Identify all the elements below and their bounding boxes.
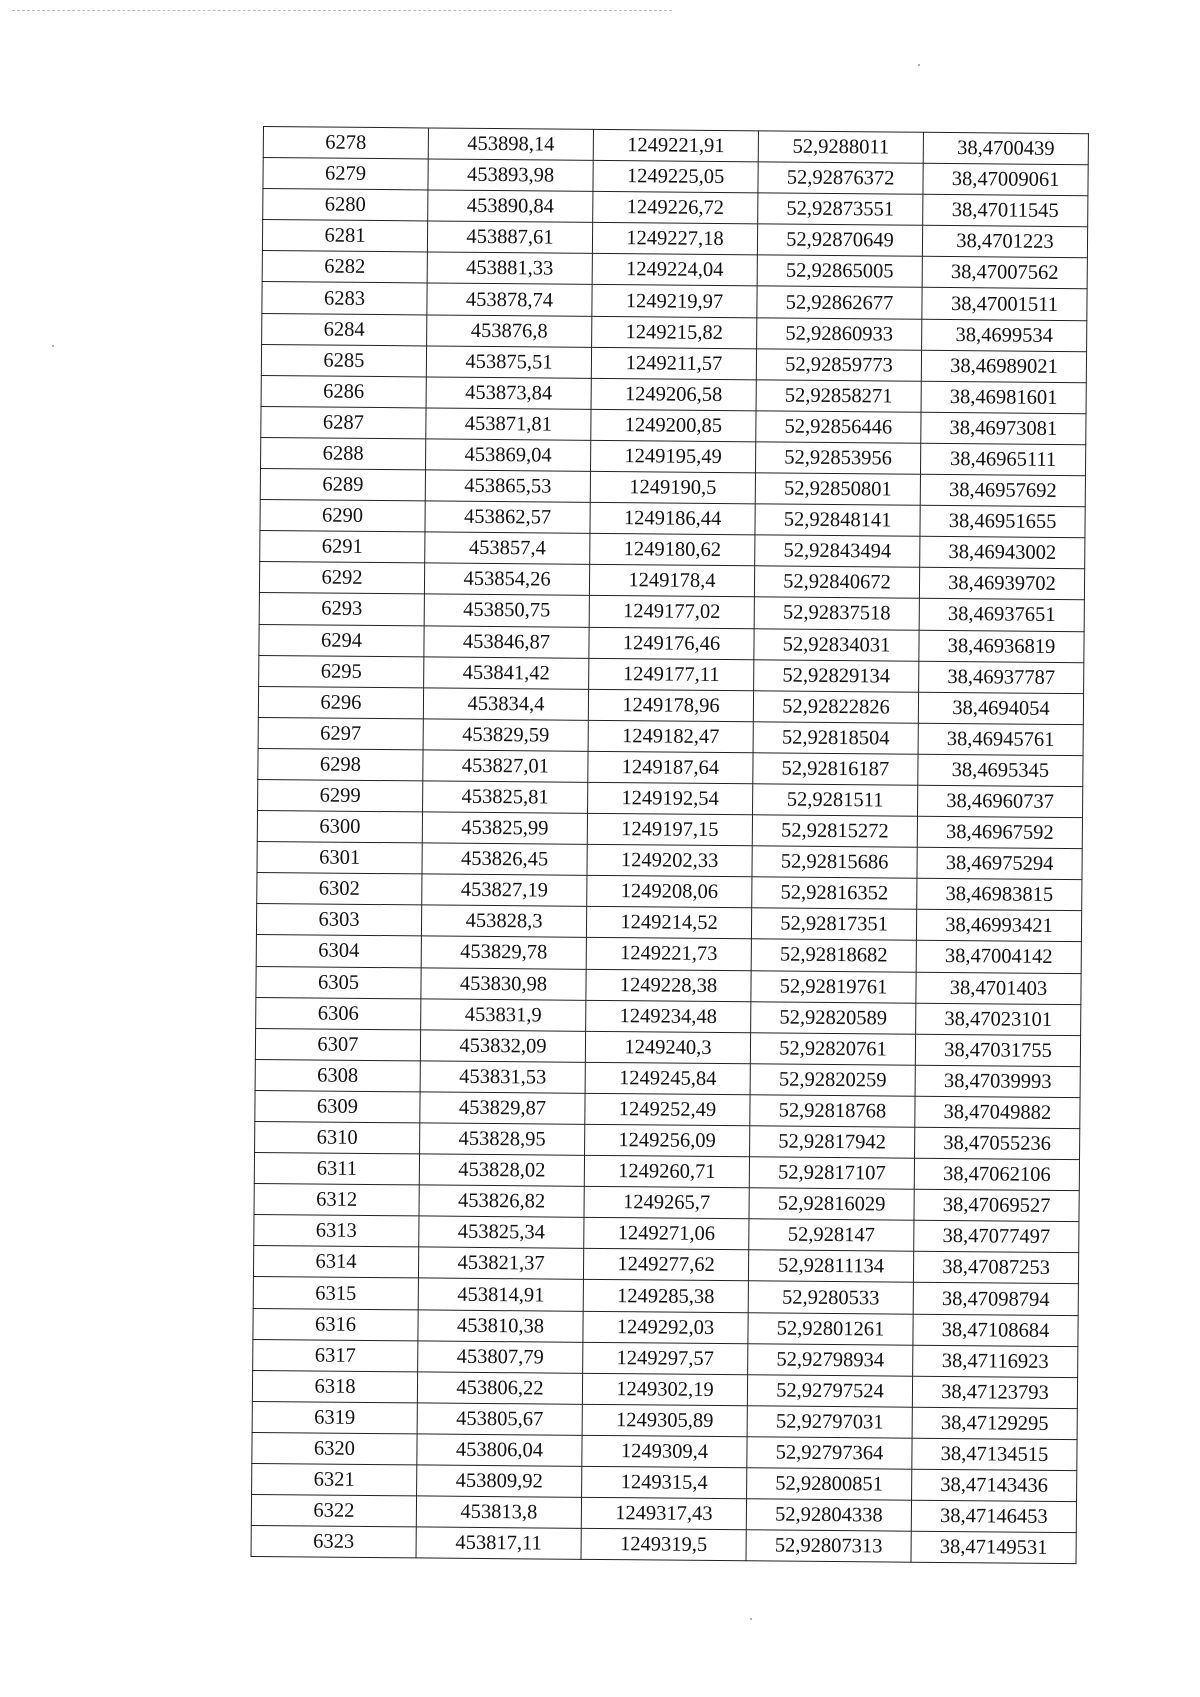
latitude-cell: 52,92858271 — [756, 380, 921, 413]
point-number-cell: 6317 — [253, 1339, 418, 1372]
latitude-cell: 52,92862677 — [757, 286, 922, 319]
y-coordinate-cell: 1249190,5 — [590, 471, 755, 504]
latitude-cell: 52,92800851 — [747, 1468, 912, 1501]
scan-speck — [750, 1618, 752, 1620]
longitude-cell: 38,47011545 — [923, 194, 1088, 227]
longitude-cell: 38,46945761 — [918, 723, 1083, 756]
latitude-cell: 52,92801261 — [748, 1312, 913, 1345]
y-coordinate-cell: 1249240,3 — [585, 1031, 750, 1064]
coordinates-table — [251, 126, 1089, 1564]
point-number-cell: 6286 — [261, 375, 426, 408]
latitude-cell: 52,92816187 — [753, 753, 918, 786]
y-coordinate-cell: 1249315,4 — [582, 1466, 747, 1499]
point-number-cell: 6287 — [261, 406, 426, 439]
x-coordinate-cell: 453846,87 — [424, 625, 589, 658]
y-coordinate-cell: 1249271,06 — [584, 1218, 749, 1251]
y-coordinate-cell: 1249228,38 — [586, 969, 751, 1002]
latitude-cell: 52,92804338 — [746, 1499, 911, 1532]
y-coordinate-cell: 1249245,84 — [585, 1062, 750, 1095]
latitude-cell: 52,92815272 — [752, 815, 917, 848]
x-coordinate-cell: 453862,57 — [425, 501, 590, 534]
point-number-cell: 6300 — [257, 811, 422, 844]
y-coordinate-cell: 1249180,62 — [590, 534, 755, 567]
longitude-cell: 38,4700439 — [923, 132, 1088, 165]
longitude-cell: 38,46981601 — [921, 381, 1086, 414]
y-coordinate-cell: 1249176,46 — [589, 627, 754, 660]
coordinates-table-body — [251, 127, 1088, 1564]
longitude-cell: 38,47031755 — [915, 1034, 1080, 1067]
x-coordinate-cell: 453813,8 — [416, 1496, 581, 1529]
y-coordinate-cell: 1249225,05 — [593, 160, 758, 193]
latitude-cell: 52,9280533 — [748, 1281, 913, 1314]
x-coordinate-cell: 453829,87 — [420, 1092, 585, 1125]
latitude-cell: 52,92853956 — [755, 442, 920, 475]
x-coordinate-cell: 453834,4 — [423, 688, 588, 721]
point-number-cell: 6303 — [256, 904, 421, 937]
x-coordinate-cell: 453825,81 — [423, 781, 588, 814]
longitude-cell: 38,47087253 — [913, 1252, 1078, 1285]
longitude-cell: 38,47039993 — [915, 1065, 1080, 1098]
point-number-cell: 6322 — [251, 1495, 416, 1528]
point-number-cell: 6301 — [257, 842, 422, 875]
point-number-cell: 6297 — [258, 717, 423, 750]
latitude-cell: 52,92820761 — [750, 1033, 915, 1066]
y-coordinate-cell: 1249177,02 — [589, 596, 754, 629]
point-number-cell: 6294 — [259, 624, 424, 657]
point-number-cell: 6288 — [261, 437, 426, 470]
x-coordinate-cell: 453829,59 — [423, 719, 588, 752]
x-coordinate-cell: 453831,53 — [420, 1061, 585, 1094]
x-coordinate-cell: 453857,4 — [425, 532, 590, 565]
latitude-cell: 52,92797364 — [747, 1437, 912, 1470]
y-coordinate-cell: 1249305,89 — [582, 1404, 747, 1437]
longitude-cell: 38,47009061 — [923, 163, 1088, 196]
y-coordinate-cell: 1249256,09 — [585, 1124, 750, 1157]
longitude-cell: 38,47098794 — [913, 1283, 1078, 1316]
coordinate-sheet — [251, 126, 1089, 1564]
longitude-cell: 38,46951655 — [920, 505, 1085, 538]
y-coordinate-cell: 1249178,4 — [589, 565, 754, 598]
latitude-cell: 52,92873551 — [758, 193, 923, 226]
point-number-cell: 6313 — [254, 1215, 419, 1248]
x-coordinate-cell: 453817,11 — [416, 1527, 581, 1560]
y-coordinate-cell: 1249211,57 — [591, 347, 756, 380]
table-row — [251, 1526, 1076, 1564]
scan-speck — [918, 64, 920, 66]
y-coordinate-cell: 1249206,58 — [591, 378, 756, 411]
y-coordinate-cell: 1249197,15 — [587, 813, 752, 846]
latitude-cell: 52,92829134 — [754, 659, 919, 692]
point-number-cell: 6308 — [255, 1059, 420, 1092]
latitude-cell: 52,92834031 — [754, 628, 919, 661]
latitude-cell: 52,92865005 — [757, 255, 922, 288]
point-number-cell: 6309 — [255, 1090, 420, 1123]
latitude-cell: 52,92837518 — [754, 597, 919, 630]
point-number-cell: 6291 — [260, 531, 425, 564]
x-coordinate-cell: 453830,98 — [421, 967, 586, 1000]
latitude-cell: 52,92818504 — [753, 722, 918, 755]
longitude-cell: 38,47077497 — [914, 1221, 1079, 1254]
x-coordinate-cell: 453828,3 — [421, 905, 586, 938]
x-coordinate-cell: 453841,42 — [424, 657, 589, 690]
y-coordinate-cell: 1249309,4 — [582, 1435, 747, 1468]
latitude-cell: 52,92870649 — [757, 224, 922, 257]
y-coordinate-cell: 1249234,48 — [586, 1000, 751, 1033]
point-number-cell: 6321 — [252, 1463, 417, 1496]
x-coordinate-cell: 453810,38 — [418, 1309, 583, 1342]
point-number-cell: 6304 — [256, 935, 421, 968]
x-coordinate-cell: 453890,84 — [428, 190, 593, 223]
y-coordinate-cell: 1249221,73 — [586, 938, 751, 971]
x-coordinate-cell: 453806,22 — [417, 1372, 582, 1405]
point-number-cell: 6283 — [262, 282, 427, 315]
y-coordinate-cell: 1249182,47 — [588, 720, 753, 753]
latitude-cell: 52,9281511 — [753, 784, 918, 817]
point-number-cell: 6312 — [254, 1184, 419, 1217]
longitude-cell: 38,47023101 — [916, 1003, 1081, 1036]
y-coordinate-cell: 1249277,62 — [583, 1249, 748, 1282]
longitude-cell: 38,47149531 — [911, 1531, 1076, 1564]
x-coordinate-cell: 453869,04 — [426, 439, 591, 472]
top-scan-rule — [12, 10, 672, 11]
x-coordinate-cell: 453825,34 — [419, 1216, 584, 1249]
latitude-cell: 52,92816029 — [749, 1188, 914, 1221]
x-coordinate-cell: 453865,53 — [425, 470, 590, 503]
longitude-cell: 38,4701223 — [922, 226, 1087, 259]
latitude-cell: 52,92820259 — [750, 1064, 915, 1097]
latitude-cell: 52,92818768 — [750, 1095, 915, 1128]
point-number-cell: 6299 — [258, 779, 423, 812]
longitude-cell: 38,46993421 — [916, 910, 1081, 943]
latitude-cell: 52,92818682 — [751, 939, 916, 972]
point-number-cell: 6305 — [256, 966, 421, 999]
latitude-cell: 52,92798934 — [748, 1343, 913, 1376]
x-coordinate-cell: 453893,98 — [428, 159, 593, 192]
x-coordinate-cell: 453876,8 — [427, 314, 592, 347]
longitude-cell: 38,47069527 — [914, 1189, 1079, 1222]
y-coordinate-cell: 1249265,7 — [584, 1187, 749, 1220]
longitude-cell: 38,47123793 — [912, 1376, 1077, 1409]
point-number-cell: 6292 — [259, 562, 424, 595]
point-number-cell: 6311 — [254, 1153, 419, 1186]
point-number-cell: 6278 — [263, 127, 428, 160]
longitude-cell: 38,46965111 — [920, 443, 1085, 476]
latitude-cell: 52,92817942 — [750, 1126, 915, 1159]
latitude-cell: 52,92817351 — [751, 908, 916, 941]
longitude-cell: 38,47129295 — [912, 1407, 1077, 1440]
longitude-cell: 38,47001511 — [922, 288, 1087, 321]
x-coordinate-cell: 453827,01 — [423, 750, 588, 783]
y-coordinate-cell: 1249195,49 — [590, 440, 755, 473]
latitude-cell: 52,92840672 — [754, 566, 919, 599]
point-number-cell: 6306 — [256, 997, 421, 1030]
y-coordinate-cell: 1249292,03 — [583, 1311, 748, 1344]
longitude-cell: 38,47146453 — [911, 1500, 1076, 1533]
longitude-cell: 38,47004142 — [916, 941, 1081, 974]
y-coordinate-cell: 1249226,72 — [593, 192, 758, 225]
longitude-cell: 38,47062106 — [914, 1158, 1079, 1191]
longitude-cell: 38,47007562 — [922, 257, 1087, 290]
x-coordinate-cell: 453828,95 — [420, 1123, 585, 1156]
latitude-cell: 52,92820589 — [751, 1001, 916, 1034]
x-coordinate-cell: 453829,78 — [421, 936, 586, 969]
point-number-cell: 6316 — [253, 1308, 418, 1341]
x-coordinate-cell: 453831,9 — [421, 999, 586, 1032]
longitude-cell: 38,46983815 — [917, 878, 1082, 911]
x-coordinate-cell: 453821,37 — [418, 1247, 583, 1280]
x-coordinate-cell: 453825,99 — [422, 812, 587, 845]
latitude-cell: 52,92848141 — [755, 504, 920, 537]
longitude-cell: 38,4695345 — [918, 754, 1083, 787]
latitude-cell: 52,92876372 — [758, 162, 923, 195]
scan-speck — [52, 345, 54, 347]
y-coordinate-cell: 1249219,97 — [592, 285, 757, 318]
latitude-cell: 52,92817107 — [749, 1157, 914, 1190]
y-coordinate-cell: 1249177,11 — [589, 658, 754, 691]
point-number-cell: 6298 — [258, 748, 423, 781]
longitude-cell: 38,47134515 — [912, 1438, 1077, 1471]
latitude-cell: 52,92859773 — [756, 348, 921, 381]
latitude-cell: 52,92811134 — [748, 1250, 913, 1283]
y-coordinate-cell: 1249178,96 — [588, 689, 753, 722]
longitude-cell: 38,47055236 — [915, 1127, 1080, 1160]
point-number-cell: 6289 — [260, 469, 425, 502]
point-number-cell: 6320 — [252, 1432, 417, 1465]
point-number-cell: 6318 — [252, 1370, 417, 1403]
latitude-cell: 52,92822826 — [753, 690, 918, 723]
latitude-cell: 52,9288011 — [758, 131, 923, 164]
y-coordinate-cell: 1249192,54 — [588, 782, 753, 815]
x-coordinate-cell: 453873,84 — [426, 377, 591, 410]
y-coordinate-cell: 1249208,06 — [587, 876, 752, 909]
longitude-cell: 38,47116923 — [913, 1345, 1078, 1378]
point-number-cell: 6280 — [263, 189, 428, 222]
longitude-cell: 38,46936819 — [919, 630, 1084, 663]
point-number-cell: 6302 — [257, 873, 422, 906]
longitude-cell: 38,46975294 — [917, 847, 1082, 880]
x-coordinate-cell: 453875,51 — [426, 346, 591, 379]
point-number-cell: 6279 — [263, 158, 428, 191]
y-coordinate-cell: 1249200,85 — [591, 409, 756, 442]
longitude-cell: 38,4694054 — [918, 692, 1083, 725]
y-coordinate-cell: 1249227,18 — [592, 223, 757, 256]
point-number-cell: 6281 — [262, 220, 427, 253]
y-coordinate-cell: 1249252,49 — [585, 1093, 750, 1126]
point-number-cell: 6295 — [259, 655, 424, 688]
x-coordinate-cell: 453828,02 — [419, 1154, 584, 1187]
point-number-cell: 6282 — [262, 251, 427, 284]
point-number-cell: 6315 — [253, 1277, 418, 1310]
y-coordinate-cell: 1249224,04 — [592, 254, 757, 287]
y-coordinate-cell: 1249215,82 — [592, 316, 757, 349]
point-number-cell: 6290 — [260, 500, 425, 533]
x-coordinate-cell: 453827,19 — [422, 874, 587, 907]
y-coordinate-cell: 1249285,38 — [583, 1280, 748, 1313]
point-number-cell: 6314 — [253, 1246, 418, 1279]
point-number-cell: 6310 — [255, 1121, 420, 1154]
x-coordinate-cell: 453826,45 — [422, 843, 587, 876]
longitude-cell: 38,47143436 — [912, 1469, 1077, 1502]
latitude-cell: 52,92816352 — [752, 877, 917, 910]
y-coordinate-cell: 1249221,91 — [593, 129, 758, 162]
latitude-cell: 52,92843494 — [755, 535, 920, 568]
point-number-cell: 6296 — [258, 686, 423, 719]
longitude-cell: 38,46989021 — [921, 350, 1086, 383]
x-coordinate-cell: 453832,09 — [420, 1030, 585, 1063]
x-coordinate-cell: 453878,74 — [427, 283, 592, 316]
longitude-cell: 38,46939702 — [919, 568, 1084, 601]
latitude-cell: 52,92815686 — [752, 846, 917, 879]
point-number-cell: 6284 — [262, 313, 427, 346]
longitude-cell: 38,46943002 — [920, 536, 1085, 569]
latitude-cell: 52,92850801 — [755, 473, 920, 506]
point-number-cell: 6319 — [252, 1401, 417, 1434]
y-coordinate-cell: 1249187,64 — [588, 751, 753, 784]
latitude-cell: 52,92797524 — [747, 1375, 912, 1408]
latitude-cell: 52,92807313 — [746, 1530, 911, 1563]
y-coordinate-cell: 1249214,52 — [586, 907, 751, 940]
point-number-cell: 6285 — [261, 344, 426, 377]
latitude-cell: 52,92860933 — [757, 317, 922, 350]
y-coordinate-cell: 1249297,57 — [583, 1342, 748, 1375]
x-coordinate-cell: 453850,75 — [424, 594, 589, 627]
x-coordinate-cell: 453881,33 — [427, 252, 592, 285]
x-coordinate-cell: 453871,81 — [426, 408, 591, 441]
longitude-cell: 38,46937651 — [919, 599, 1084, 632]
x-coordinate-cell: 453806,04 — [417, 1434, 582, 1467]
longitude-cell: 38,46973081 — [921, 412, 1086, 445]
latitude-cell: 52,928147 — [749, 1219, 914, 1252]
latitude-cell: 52,92856446 — [756, 411, 921, 444]
longitude-cell: 38,47108684 — [913, 1314, 1078, 1347]
x-coordinate-cell: 453809,92 — [417, 1465, 582, 1498]
x-coordinate-cell: 453854,26 — [424, 563, 589, 596]
longitude-cell: 38,46967592 — [917, 816, 1082, 849]
point-number-cell: 6307 — [255, 1028, 420, 1061]
x-coordinate-cell: 453805,67 — [417, 1403, 582, 1436]
y-coordinate-cell: 1249186,44 — [590, 502, 755, 535]
y-coordinate-cell: 1249302,19 — [582, 1373, 747, 1406]
x-coordinate-cell: 453814,91 — [418, 1278, 583, 1311]
longitude-cell: 38,46937787 — [919, 661, 1084, 694]
longitude-cell: 38,4699534 — [922, 319, 1087, 352]
longitude-cell: 38,47049882 — [915, 1096, 1080, 1129]
longitude-cell: 38,46957692 — [920, 474, 1085, 507]
point-number-cell: 6293 — [259, 593, 424, 626]
y-coordinate-cell: 1249202,33 — [587, 845, 752, 878]
y-coordinate-cell: 1249260,71 — [584, 1155, 749, 1188]
latitude-cell: 52,92819761 — [751, 970, 916, 1003]
x-coordinate-cell: 453898,14 — [428, 128, 593, 161]
y-coordinate-cell: 1249319,5 — [581, 1529, 746, 1562]
longitude-cell: 38,46960737 — [918, 785, 1083, 818]
x-coordinate-cell: 453807,79 — [418, 1341, 583, 1374]
x-coordinate-cell: 453826,82 — [419, 1185, 584, 1218]
x-coordinate-cell: 453887,61 — [427, 221, 592, 254]
point-number-cell: 6323 — [251, 1526, 416, 1559]
y-coordinate-cell: 1249317,43 — [581, 1497, 746, 1530]
latitude-cell: 52,92797031 — [747, 1406, 912, 1439]
longitude-cell: 38,4701403 — [916, 972, 1081, 1005]
